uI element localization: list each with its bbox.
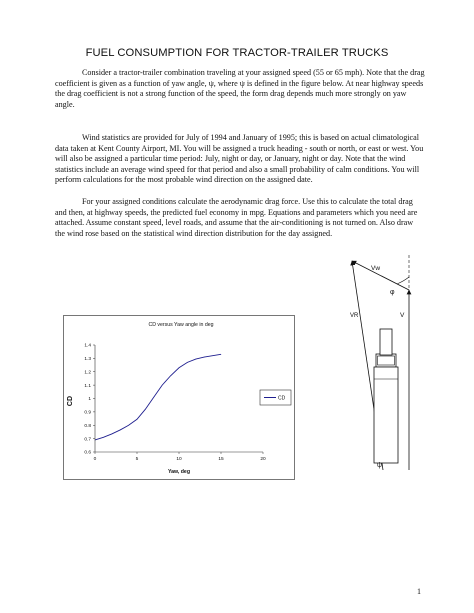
data-point <box>170 376 171 377</box>
phi-arc <box>397 277 409 284</box>
data-point <box>162 385 163 386</box>
y-tick-label: 0.9 <box>84 410 91 416</box>
x-tick-label: 0 <box>93 457 97 462</box>
data-point <box>128 425 129 426</box>
y-tick-label: 1.3 <box>84 357 91 363</box>
data-point <box>221 354 222 355</box>
paragraph-assignment: For your assigned conditions calculate the aerodynamic drag force. Use this to calculate the total drag and then, at highway speeds, the predicted fuel economy in mpg. Equations and parameters which you need are attached. Assume constant speed, level roads, and assume that the air-conditioning is not turned on. Also draw the wind rose based on the statistical wind direction distribution for the day assigned. <box>55 197 418 238</box>
v-label: V <box>400 312 405 319</box>
y-tick-label: 1.1 <box>84 383 91 389</box>
data-point <box>179 367 180 368</box>
vw-label: Vw <box>371 265 381 272</box>
y-tick-label: 0.6 <box>84 450 91 456</box>
phi-label: φ <box>390 289 395 296</box>
document-title: FUEL CONSUMPTION FOR TRACTOR-TRAILER TRUCKS <box>85 47 389 59</box>
data-point <box>112 434 113 435</box>
y-tick-label: 0.7 <box>84 437 91 443</box>
y-axis-label: CD <box>67 395 74 407</box>
tractor-trailer-icon <box>374 329 398 463</box>
x-tick-label: 5 <box>135 457 139 462</box>
legend <box>260 390 291 405</box>
x-tick-label: 20 <box>260 457 266 462</box>
paragraph-intro: Consider a tractor-trailer combination traveling at your assigned speed (55 or 65 mph). Note that the drag coefficient is given as a function of yaw angle, ψ, where ψ is defined in the figure below. At near highway speeds the drag coefficient is not a strong function of the speed, the form drag depends much more strongly on yaw angle. <box>55 68 425 109</box>
y-tick-label: 1 <box>88 397 91 403</box>
data-point <box>196 359 197 360</box>
chart-title: CD versus Yaw angle in deg <box>148 322 214 328</box>
wind-vector-diagram <box>330 255 420 480</box>
data-point <box>145 409 146 410</box>
data-point <box>137 419 138 420</box>
data-point <box>212 355 213 356</box>
y-tick-label: 1.2 <box>84 370 91 376</box>
data-point <box>187 362 188 363</box>
data-point <box>204 357 205 358</box>
vw-vector <box>352 261 409 290</box>
y-tick-label: 0.8 <box>84 423 91 429</box>
cd-vs-yaw-chart <box>63 315 295 480</box>
data-point <box>154 397 155 398</box>
legend-label: CD <box>278 395 286 402</box>
data-point <box>120 430 121 431</box>
paragraph-wind-statistics: Wind statistics are provided for July of 1994 and January of 1995; this is based on actual climatological data taken at Kent County Airport, MI. You will be assigned a truck heading - south or north, or east or west. You will also be assigned a particular time period: July, night or day, or January, night or day. Note that the wind statistics include an average wind speed for that period and also a small probability of calm conditions. You will perform calculations for the most probable wind direction on the assigned date. <box>55 133 424 185</box>
data-point <box>103 437 104 438</box>
x-tick-label: 10 <box>176 457 182 462</box>
psi-label: ψ <box>377 462 382 469</box>
y-tick-label: 1.4 <box>84 343 91 349</box>
vr-label: VR <box>350 313 359 319</box>
page-number: 1 <box>417 587 421 596</box>
x-tick-label: 15 <box>218 457 224 462</box>
x-axis-label: Yaw, deg <box>167 469 191 475</box>
